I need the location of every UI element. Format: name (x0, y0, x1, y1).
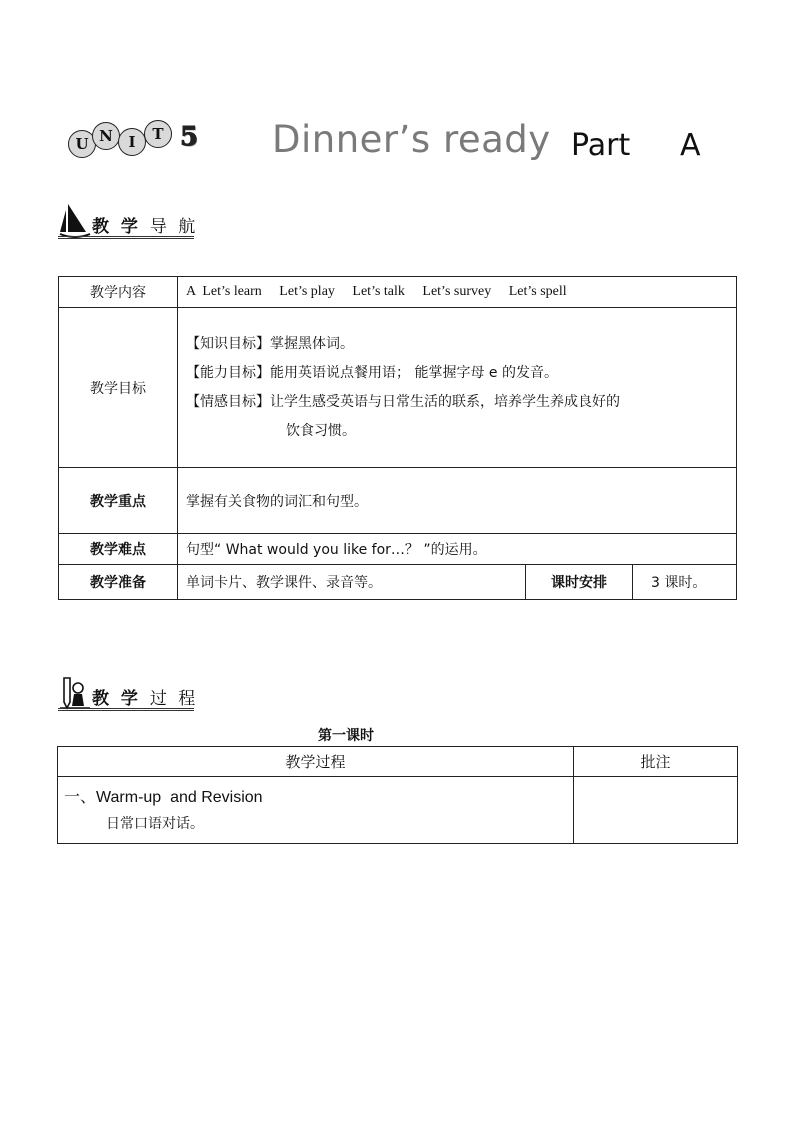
section-underline (58, 236, 194, 239)
schedule-value: 3 课时。 (633, 565, 737, 600)
schedule-label: 课时安排 (526, 565, 633, 600)
section-label-bold: 教 学 (92, 689, 141, 709)
unit-number: 5 (180, 122, 199, 152)
unit-letter-u: U (68, 130, 96, 158)
section-label-bold: 教 学 (92, 217, 141, 237)
preparation-label: 教学准备 (59, 565, 178, 600)
part-letter: A (680, 128, 701, 163)
part-label: Part (571, 128, 631, 163)
unit-letter-t: T (144, 120, 172, 148)
step-title: 一、Warm-up and Revision (64, 789, 263, 806)
goals-cell (178, 308, 737, 468)
difficult-points-value: 句型“ What would you like for…？ ”的运用。 (178, 534, 737, 565)
goal-knowledge: 【知识目标】掌握黑体词。 (186, 335, 354, 352)
teaching-overview-table (58, 276, 737, 600)
goal-emotion-cont: 饮食习惯。 (286, 422, 356, 439)
difficult-points-label: 教学难点 (59, 534, 178, 565)
col-header-notes: 批注 (574, 747, 738, 777)
lesson-title: 第一课时 (318, 728, 374, 744)
sailboat-icon (58, 202, 92, 240)
process-step-cell (58, 777, 574, 844)
goal-emotion: 【情感目标】让学生感受英语与日常生活的联系，培养学生养成良好的 (186, 393, 620, 410)
unit-letter-i: I (118, 128, 146, 156)
goals-label: 教学目标 (59, 308, 178, 468)
goal-ability: 【能力目标】能用英语说点餐用语； 能掌握字母 e 的发音。 (186, 364, 558, 381)
step-detail: 日常口语对话。 (106, 816, 204, 832)
section-label-light: 过 程 (149, 689, 199, 709)
preparation-value: 单词卡片、教学课件、录音等。 (178, 565, 526, 600)
unit-logo (68, 122, 208, 162)
content-value: A Let’s learn Let’s play Let’s talk Let’s survey Let’s spell (178, 277, 737, 308)
key-points-value: 掌握有关食物的词汇和句型。 (178, 468, 737, 534)
col-header-process: 教学过程 (58, 747, 574, 777)
pencil-figure-icon (58, 674, 92, 712)
page-title: Dinner’s ready (272, 118, 551, 161)
content-label: 教学内容 (59, 277, 178, 308)
key-points-label: 教学重点 (59, 468, 178, 534)
notes-cell (574, 777, 738, 844)
section-heading-nav (58, 202, 199, 242)
unit-letter-n: N (92, 122, 120, 150)
section-underline (58, 708, 194, 711)
section-label-light: 导 航 (149, 217, 199, 237)
section-label (92, 684, 198, 709)
teaching-process-table (57, 746, 738, 844)
section-label (92, 212, 198, 237)
section-heading-process (58, 674, 199, 714)
